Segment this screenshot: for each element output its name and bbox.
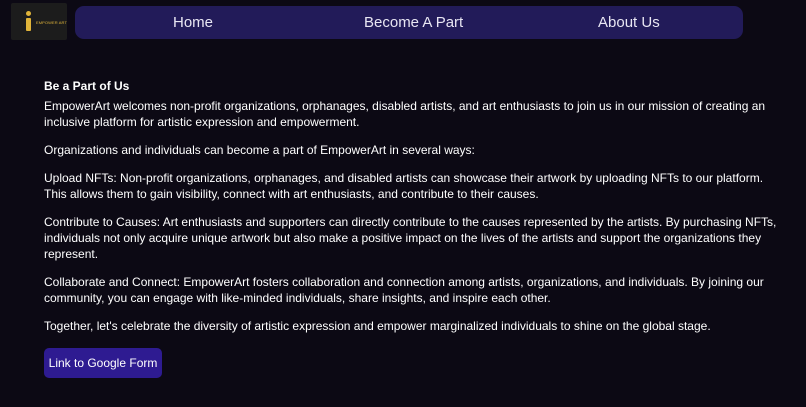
logo-icon [24, 11, 34, 33]
closing-paragraph: Together, let's celebrate the diversity of artistic expression and empower marginalized individuals to shine on the global stage. [44, 319, 711, 333]
contribute-paragraph: Contribute to Causes: Art enthusiasts and supporters can directly contribute to the causes represented by the artists. By purchasing NFTs, individuals not only acquire unique artwork but also make a positive impact on the lives of the artists and support the organizations they represent. [44, 215, 777, 261]
intro-paragraph: EmpowerArt welcomes non-profit organizations, orphanages, disabled artists, and art enthusiasts to join us in our mission of creating an inclusive platform for artistic expression and empowerment. [44, 99, 766, 129]
logo-text: EMPOWER ART [35, 20, 67, 25]
main-content [44, 79, 784, 346]
logo[interactable] [11, 3, 67, 40]
navbar [75, 6, 743, 39]
page-heading: Be a Part of Us [44, 79, 130, 93]
collaborate-paragraph: Collaborate and Connect: EmpowerArt fosters collaboration and connection among artists, organizations, and individuals. By joining our community, you can engage with like-minded individuals, share insights, and inspire each other. [44, 275, 764, 305]
nav-become-a-part-link[interactable]: Become A Part [364, 14, 464, 31]
ways-paragraph: Organizations and individuals can become a part of EmpowerArt in several ways: [44, 143, 475, 157]
upload-nfts-paragraph: Upload NFTs: Non-profit organizations, orphanages, and disabled artists can showcase their artwork by uploading NFTs to our platform. This allows them to gain visibility, connect with art enthusiasts, and contribute to their causes. [44, 171, 764, 201]
google-form-button[interactable]: Link to Google Form [44, 348, 162, 378]
nav-home-link[interactable]: Home [173, 14, 214, 31]
nav-about-us-link[interactable]: About Us [598, 14, 660, 31]
